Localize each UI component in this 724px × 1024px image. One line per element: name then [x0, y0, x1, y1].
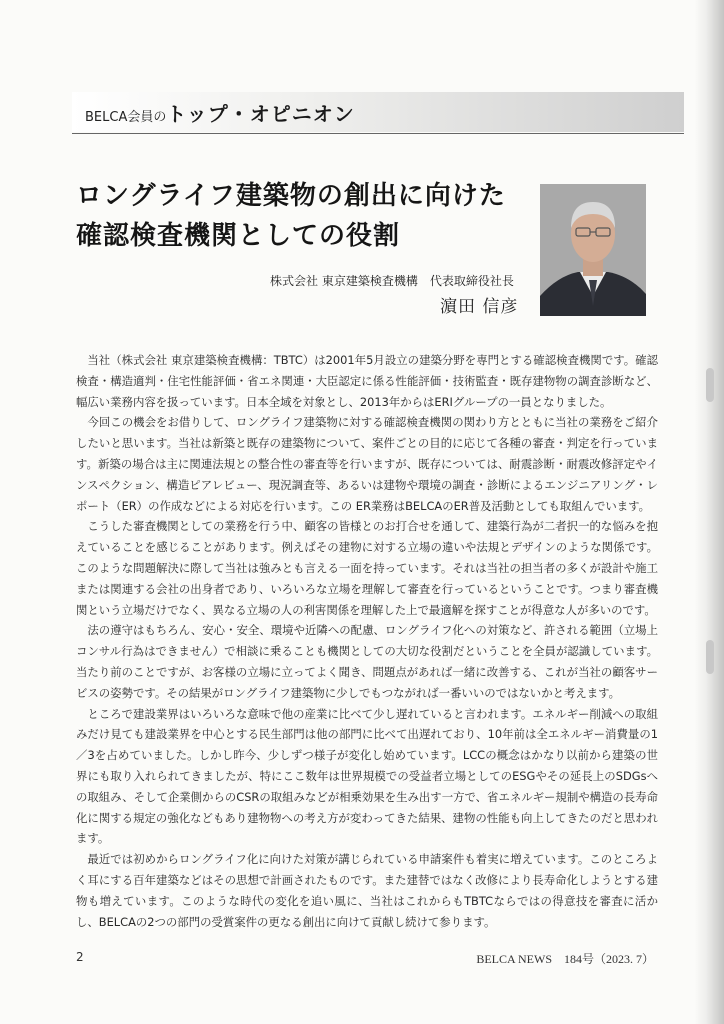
- header-rule: [72, 133, 684, 134]
- issue-info: BELCA NEWS 184号（2023. 7）: [476, 952, 654, 966]
- body-paragraph: 法の遵守はもちろん、安心・安全、環境や近隣への配慮、ロングライフ化への対策など、許される範囲（立場上コンサル行為はできません）で相談に乗ることも機関としての大切な役割だということを全員が認識しています。当たり前のことですが、お客様の立場に立ってよく聞き、問題点があれば一緒に改善する、これが当社の顧客サービスの姿勢です。その結果がロングライフ建築物に少しでもつながれば一番いいのではないかと考えます。: [76, 623, 658, 700]
- body-paragraph: 今回この機会をお借りして、ロングライフ建築物に対する確認検査機関の関わり方とともに当社の業務をご紹介したいと思います。当社は新築と既存の建築物について、案件ごとの目的に応じて各種の審査・判定を行っています。新築の場合は主に関連法規との整合性の審査等を行いますが、既存については、耐震診断・耐震改修評定やインスペクション、構造ピアレビュー、現況調査等、あるいは建物や環境の調査・診断によるエンジニアリング・レポート（ER）の作成などによる対応を行います。この ER業務はBELCAのER普及活動としても取組んでいます。: [76, 415, 658, 513]
- binding-hole: [706, 368, 714, 402]
- portrait-illustration: [540, 184, 646, 316]
- page-edge-shadow: [694, 0, 724, 1024]
- body-paragraph: こうした審査機関としての業務を行う中、顧客の皆様とのお打合せを通して、建築行為が二者択一的な悩みを抱えていることを感じることがあります。例えばその建物に対する立場の違いや法規とデザインのような関係です。このような問題解決に際して当社は強みとも言える一面を持っています。それは当社の担当者の多くが設計や施工または関連する会社の出身者であり、いろいろな立場を理解して審査を行っているということです。つまり審査機関という立場だけでなく、異なる立場の人の利害関係を理解した上で最適解を探すことが得意な人が多いのです。: [76, 519, 658, 617]
- article-title-line-2: 確認検査機関としての役割: [76, 221, 401, 251]
- author-affiliation: 株式会社 東京建築検査機構 代表取締役社長: [270, 274, 514, 288]
- section-header-title: トップ・オピニオン: [166, 102, 355, 126]
- binding-hole: [706, 640, 714, 674]
- section-header-prefix: BELCA会員の: [85, 110, 167, 125]
- article-title-line-1: ロングライフ建築物の創出に向けた: [76, 181, 506, 211]
- body-paragraph: 当社（株式会社 東京建築検査機構：TBTC）は2001年5月設立の建築分野を専門とする確認検査機関です。確認検査・構造適判・住宅性能評価・省エネ関連・大臣認定に係る性能評価・技術監査・既存建物物の調査診断など、幅広い業務内容を扱っています。日本全域を対象とし、2013年からはERIグループの一員となりました。: [76, 353, 658, 409]
- author-portrait: [540, 184, 646, 316]
- page-number: 2: [76, 950, 84, 964]
- article-body: [76, 350, 658, 932]
- body-paragraph: 最近では初めからロングライフ化に向けた対策が講じられている申請案件も着実に増えています。このところよく耳にする百年建築などはその思想で計画されたものです。また建替ではなく改修により長寿命化しようとする建物も増えています。このような時代の変化を追い風に、当社はこれからもTBTCならではの得意技を審査に活かし、BELCAの2つの部門の受賞案件の更なる創出に向けて貢献し続けて参ります。: [76, 852, 658, 929]
- body-paragraph: ところで建設業界はいろいろな意味で他の産業に比べて少し遅れていると言われます。エネルギー削減への取組みだけ見ても建設業界を中心とする民生部門は他の部門に比べて出遅れており、10年前は全エネルギー消費量の1／3を占めていました。しかし昨今、少しずつ様子が変化し始めています。LCCの概念はかなり以前から建築の世界にも取り入れられてきましたが、特にここ数年は世界規模での受益者立場としてのESGやその延長上のSDGsへの取組み、そして企業側からのCSRの取組みなどが相乗効果を生み出す一方で、省エネルギー規制や構造の長寿命化に関する規定の強化などもあり建物物への考え方が変わってきた結果、建物の性能も向上してきたのだと思われます。: [76, 706, 658, 846]
- author-name: 濵田 信彦: [440, 297, 519, 317]
- section-header: [85, 98, 355, 127]
- article-title: [76, 176, 566, 256]
